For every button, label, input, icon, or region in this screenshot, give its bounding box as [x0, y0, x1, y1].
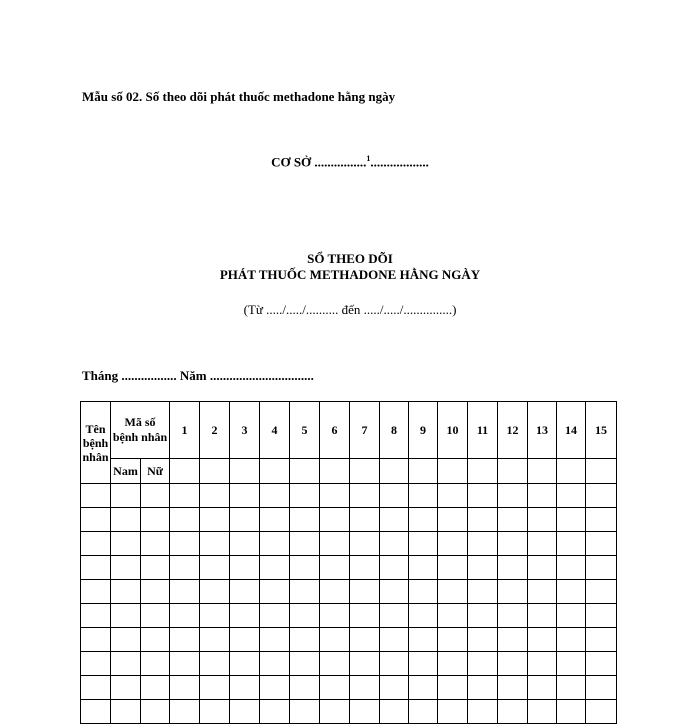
table-cell[interactable]: [200, 556, 230, 580]
table-cell[interactable]: [170, 604, 200, 628]
table-cell[interactable]: [438, 556, 468, 580]
table-cell[interactable]: [557, 604, 586, 628]
table-cell[interactable]: [438, 700, 468, 724]
table-cell[interactable]: [111, 700, 141, 724]
table-cell[interactable]: [111, 580, 141, 604]
table-cell[interactable]: [350, 484, 380, 508]
table-cell[interactable]: [170, 676, 200, 700]
table-cell[interactable]: [380, 580, 409, 604]
table-cell[interactable]: [350, 556, 380, 580]
table-cell[interactable]: [200, 532, 230, 556]
day-header: 12: [498, 402, 528, 459]
table-cell[interactable]: [141, 580, 170, 604]
table-cell[interactable]: [350, 604, 380, 628]
table-cell[interactable]: [380, 652, 409, 676]
day-subheader-cell: [230, 459, 260, 484]
table-cell[interactable]: [586, 676, 617, 700]
table-cell[interactable]: [498, 628, 528, 652]
table-cell[interactable]: [380, 532, 409, 556]
table-cell[interactable]: [200, 484, 230, 508]
table-cell[interactable]: [528, 628, 557, 652]
table-cell[interactable]: [380, 700, 409, 724]
day-subheader-cell: [290, 459, 320, 484]
table-cell[interactable]: [320, 556, 350, 580]
table-cell[interactable]: [557, 700, 586, 724]
table-cell[interactable]: [350, 580, 380, 604]
table-cell[interactable]: [111, 556, 141, 580]
table-cell[interactable]: [260, 484, 290, 508]
table-cell[interactable]: [230, 556, 260, 580]
table-cell[interactable]: [170, 628, 200, 652]
table-cell[interactable]: [290, 676, 320, 700]
table-cell[interactable]: [230, 628, 260, 652]
table-cell[interactable]: [380, 628, 409, 652]
table-cell[interactable]: [200, 580, 230, 604]
table-cell[interactable]: [468, 556, 498, 580]
table-cell[interactable]: [320, 628, 350, 652]
table-cell[interactable]: [230, 484, 260, 508]
day-header: 15: [586, 402, 617, 459]
table-cell[interactable]: [141, 700, 170, 724]
day-header: 6: [320, 402, 350, 459]
facility-label: CƠ SỞ: [271, 154, 312, 170]
table-cell[interactable]: [557, 652, 586, 676]
day-header: 8: [380, 402, 409, 459]
table-cell[interactable]: [260, 556, 290, 580]
table-row: [81, 580, 617, 604]
table-cell[interactable]: [170, 556, 200, 580]
table-cell[interactable]: [260, 676, 290, 700]
table-cell[interactable]: [409, 580, 438, 604]
table-cell[interactable]: [586, 628, 617, 652]
table-cell[interactable]: [468, 652, 498, 676]
table-cell[interactable]: [260, 580, 290, 604]
table-cell[interactable]: [81, 676, 111, 700]
table-cell[interactable]: [230, 532, 260, 556]
table-cell[interactable]: [111, 532, 141, 556]
facility-line: [0, 154, 700, 170]
table-row: [81, 628, 617, 652]
table-row: [81, 700, 617, 724]
table-cell[interactable]: [290, 484, 320, 508]
table-cell[interactable]: [141, 532, 170, 556]
day-subheader-cell: [170, 459, 200, 484]
table-cell[interactable]: [141, 676, 170, 700]
table-cell[interactable]: [438, 628, 468, 652]
table-cell[interactable]: [200, 604, 230, 628]
table-cell[interactable]: [409, 556, 438, 580]
table-cell[interactable]: [528, 484, 557, 508]
female-header: Nữ: [141, 459, 170, 484]
table-cell[interactable]: [170, 652, 200, 676]
patient-name-header: Tên bệnh nhân: [81, 402, 111, 484]
day-header: 9: [409, 402, 438, 459]
table-cell[interactable]: [498, 676, 528, 700]
table-cell[interactable]: [468, 628, 498, 652]
day-header: 14: [557, 402, 586, 459]
table-cell[interactable]: [380, 508, 409, 532]
day-subheader-cell: [200, 459, 230, 484]
table-cell[interactable]: [409, 532, 438, 556]
table-cell[interactable]: [81, 652, 111, 676]
table-cell[interactable]: [586, 604, 617, 628]
table-cell[interactable]: [81, 556, 111, 580]
day-header: 1: [170, 402, 200, 459]
table-cell[interactable]: [290, 556, 320, 580]
table-cell[interactable]: [557, 508, 586, 532]
table-cell[interactable]: [260, 700, 290, 724]
table-cell[interactable]: [320, 532, 350, 556]
patient-code-header: Mã số bệnh nhân: [111, 402, 170, 459]
table-cell[interactable]: [141, 484, 170, 508]
table-cell[interactable]: [350, 652, 380, 676]
table-cell[interactable]: [170, 508, 200, 532]
table-cell[interactable]: [111, 676, 141, 700]
table-cell[interactable]: [260, 604, 290, 628]
table-cell[interactable]: [141, 604, 170, 628]
table-cell[interactable]: [438, 676, 468, 700]
table-cell[interactable]: [111, 628, 141, 652]
day-subheader-cell: [557, 459, 586, 484]
table-cell[interactable]: [528, 676, 557, 700]
table-cell[interactable]: [320, 700, 350, 724]
table-cell[interactable]: [468, 604, 498, 628]
table-cell[interactable]: [260, 628, 290, 652]
table-cell[interactable]: [170, 580, 200, 604]
day-header: 5: [290, 402, 320, 459]
table-cell[interactable]: [290, 700, 320, 724]
table-cell[interactable]: [586, 556, 617, 580]
table-cell[interactable]: [409, 700, 438, 724]
table-cell[interactable]: [81, 508, 111, 532]
table-cell[interactable]: [380, 676, 409, 700]
title-line-1: SỔ THEO DÕI: [307, 251, 393, 266]
table-cell[interactable]: [230, 700, 260, 724]
table-cell[interactable]: [498, 604, 528, 628]
table-cell[interactable]: [468, 676, 498, 700]
day-header: 4: [260, 402, 290, 459]
table-cell[interactable]: [380, 484, 409, 508]
table-cell[interactable]: [586, 508, 617, 532]
table-cell[interactable]: [468, 700, 498, 724]
table-cell[interactable]: [498, 508, 528, 532]
table-cell[interactable]: [498, 652, 528, 676]
table-cell[interactable]: [111, 484, 141, 508]
table-cell[interactable]: [260, 532, 290, 556]
day-subheader-cell: [380, 459, 409, 484]
table-cell[interactable]: [320, 676, 350, 700]
table-cell[interactable]: [111, 508, 141, 532]
day-header: 11: [468, 402, 498, 459]
table-cell[interactable]: [260, 508, 290, 532]
table-cell[interactable]: [468, 484, 498, 508]
table-cell[interactable]: [438, 532, 468, 556]
month-year-line: Tháng ................. Năm ................................: [82, 368, 314, 383]
table-cell[interactable]: [200, 700, 230, 724]
table-cell[interactable]: [170, 484, 200, 508]
table-cell[interactable]: [557, 532, 586, 556]
table-cell[interactable]: [290, 628, 320, 652]
table-cell[interactable]: [557, 628, 586, 652]
table-cell[interactable]: [586, 652, 617, 676]
table-cell[interactable]: [141, 556, 170, 580]
table-row: [81, 484, 617, 508]
table-cell[interactable]: [409, 628, 438, 652]
table-cell[interactable]: [409, 484, 438, 508]
day-header: 2: [200, 402, 230, 459]
table-cell[interactable]: [320, 604, 350, 628]
table-cell[interactable]: [468, 580, 498, 604]
table-cell[interactable]: [290, 508, 320, 532]
day-header: 13: [528, 402, 557, 459]
table-cell[interactable]: [528, 652, 557, 676]
day-subheader-cell: [320, 459, 350, 484]
period-range: (Từ ...../...../.......... đến ...../...../...............): [243, 302, 457, 317]
table-row: [81, 604, 617, 628]
table-row: [81, 532, 617, 556]
table-cell[interactable]: [557, 580, 586, 604]
table-cell[interactable]: [586, 532, 617, 556]
table-cell[interactable]: [438, 604, 468, 628]
table-cell[interactable]: [528, 700, 557, 724]
table-cell[interactable]: [230, 652, 260, 676]
table-cell[interactable]: [528, 580, 557, 604]
table-cell[interactable]: [141, 628, 170, 652]
table-cell[interactable]: [409, 508, 438, 532]
table-cell[interactable]: [81, 580, 111, 604]
table-cell[interactable]: [498, 556, 528, 580]
table-cell[interactable]: [586, 700, 617, 724]
table-row: [81, 556, 617, 580]
table-cell[interactable]: [586, 484, 617, 508]
table-cell[interactable]: [557, 676, 586, 700]
table-cell[interactable]: [528, 556, 557, 580]
day-header: 3: [230, 402, 260, 459]
table-cell[interactable]: [409, 652, 438, 676]
table-cell[interactable]: [230, 604, 260, 628]
table-cell[interactable]: [528, 604, 557, 628]
table-cell[interactable]: [141, 652, 170, 676]
table-cell[interactable]: [498, 700, 528, 724]
table-row: [81, 652, 617, 676]
table-cell[interactable]: [230, 508, 260, 532]
day-subheader-cell: [528, 459, 557, 484]
table-cell[interactable]: [290, 580, 320, 604]
table-cell[interactable]: [409, 676, 438, 700]
table-cell[interactable]: [350, 676, 380, 700]
day-subheader-cell: [438, 459, 468, 484]
table-cell[interactable]: [557, 556, 586, 580]
day-subheader-cell: [498, 459, 528, 484]
facility-dots-before: ................: [314, 154, 367, 170]
day-subheader-cell: [260, 459, 290, 484]
day-subheader-cell: [586, 459, 617, 484]
table-cell[interactable]: [557, 484, 586, 508]
table-cell[interactable]: [438, 484, 468, 508]
table-cell[interactable]: [230, 676, 260, 700]
table-cell[interactable]: [290, 532, 320, 556]
table-cell[interactable]: [350, 532, 380, 556]
table-cell[interactable]: [468, 508, 498, 532]
dispensing-log-table: [80, 401, 617, 724]
table-cell[interactable]: [528, 508, 557, 532]
table-cell[interactable]: [200, 676, 230, 700]
table-cell[interactable]: [81, 484, 111, 508]
form-label: Mẫu số 02. Số theo dõi phát thuốc methadone hằng ngày: [82, 89, 396, 104]
table-cell[interactable]: [81, 532, 111, 556]
table-cell[interactable]: [320, 508, 350, 532]
table-cell[interactable]: [230, 580, 260, 604]
table-cell[interactable]: [380, 604, 409, 628]
table-cell[interactable]: [141, 508, 170, 532]
table-cell[interactable]: [320, 652, 350, 676]
table-row: [81, 508, 617, 532]
document-title: [0, 251, 700, 283]
table-cell[interactable]: [350, 508, 380, 532]
table-cell[interactable]: [528, 532, 557, 556]
table-cell[interactable]: [320, 484, 350, 508]
table-cell[interactable]: [170, 532, 200, 556]
table-cell[interactable]: [81, 604, 111, 628]
table-cell[interactable]: [320, 580, 350, 604]
table-cell[interactable]: [586, 580, 617, 604]
table-cell[interactable]: [260, 652, 290, 676]
day-subheader-cell: [409, 459, 438, 484]
table-cell[interactable]: [290, 604, 320, 628]
table-cell[interactable]: [350, 700, 380, 724]
table-cell[interactable]: [380, 556, 409, 580]
day-subheader-cell: [350, 459, 380, 484]
day-header: 10: [438, 402, 468, 459]
table-cell[interactable]: [170, 700, 200, 724]
table-cell[interactable]: [200, 628, 230, 652]
table-cell[interactable]: [498, 580, 528, 604]
table-cell[interactable]: [350, 628, 380, 652]
table-cell[interactable]: [409, 604, 438, 628]
table-cell[interactable]: [438, 580, 468, 604]
male-header: Nam: [111, 459, 141, 484]
table-row: [81, 676, 617, 700]
table-cell[interactable]: [438, 508, 468, 532]
facility-footnote-marker: 1: [366, 154, 371, 163]
table-cell[interactable]: [468, 532, 498, 556]
table-cell[interactable]: [438, 652, 468, 676]
table-cell[interactable]: [111, 604, 141, 628]
table-cell[interactable]: [200, 508, 230, 532]
table-cell[interactable]: [81, 700, 111, 724]
day-subheader-cell: [468, 459, 498, 484]
table-cell[interactable]: [200, 652, 230, 676]
table-cell[interactable]: [290, 652, 320, 676]
table-cell[interactable]: [498, 484, 528, 508]
day-header: 7: [350, 402, 380, 459]
facility-dots-after: ..................: [370, 154, 429, 170]
log-body: [81, 484, 617, 724]
table-cell[interactable]: [498, 532, 528, 556]
title-line-2: PHÁT THUỐC METHADONE HẰNG NGÀY: [219, 267, 481, 282]
table-cell[interactable]: [81, 628, 111, 652]
table-cell[interactable]: [111, 652, 141, 676]
